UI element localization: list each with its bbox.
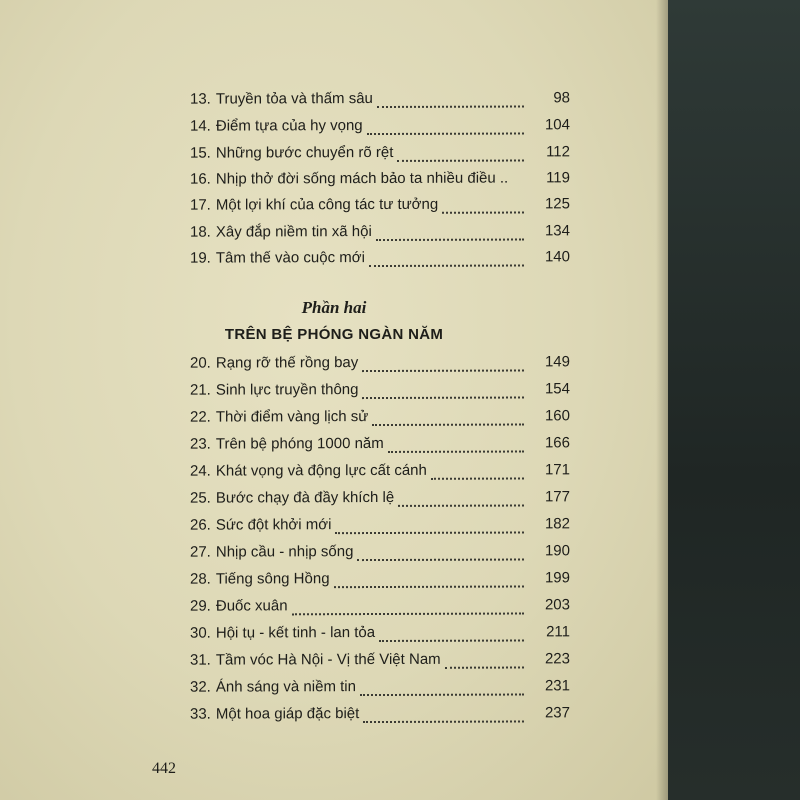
toc-entry-page: 182 <box>544 515 570 533</box>
toc-entry-number: 28. <box>190 570 211 588</box>
toc-entry-page: 166 <box>544 434 570 452</box>
dot-leader <box>376 237 524 241</box>
toc-entry-number: 25. <box>190 489 211 507</box>
toc-entry-number: 22. <box>190 408 211 426</box>
toc-entry-title: Tâm thế vào cuộc mới <box>215 249 365 267</box>
toc-entry-number: 13. <box>190 90 211 108</box>
toc-entry-page: 199 <box>544 569 570 587</box>
toc-entry-page: 140 <box>544 248 570 266</box>
page-number: 442 <box>152 760 176 777</box>
toc-entry-number: 30. <box>190 624 211 642</box>
dot-leader <box>377 104 524 108</box>
toc-entry-title: Rạng rỡ thế rồng bay <box>215 354 359 372</box>
dot-leader <box>445 665 524 668</box>
toc-entry-page: 112 <box>546 143 570 161</box>
toc-entry <box>190 353 570 380</box>
toc-entry-title: Một hoa giáp đặc biệt <box>215 705 360 723</box>
background-surface <box>668 0 800 800</box>
toc-entry-page: 203 <box>544 596 570 614</box>
toc-entry <box>190 195 570 222</box>
dot-leader <box>357 557 524 561</box>
toc-entry-page: 125 <box>544 195 570 213</box>
dot-leader <box>431 476 524 479</box>
dot-leader <box>398 503 524 506</box>
dot-leader <box>362 395 524 399</box>
toc-entry <box>190 542 570 569</box>
toc-entry-title: Sức đột khởi mới <box>215 516 332 534</box>
dot-leader <box>292 611 524 615</box>
toc-entry <box>190 248 570 275</box>
toc-entry-title: Bước chạy đà đầy khích lệ <box>215 488 395 507</box>
toc-entry-page: 119 <box>546 169 570 187</box>
toc-entry <box>190 222 570 249</box>
toc-entry-page: 177 <box>544 488 570 506</box>
toc-entry-title: Sinh lực truyền thông <box>215 381 359 399</box>
toc-entry-number: 23. <box>190 435 211 453</box>
toc-entry-title: Trên bệ phóng 1000 năm <box>215 434 384 453</box>
toc-entry-page: 104 <box>544 116 570 134</box>
toc-entry <box>190 569 570 596</box>
toc-entry-number: 24. <box>190 462 211 480</box>
toc-entry <box>190 677 570 704</box>
toc-entry-number: 21. <box>190 381 211 399</box>
toc-entry-title: Một lợi khí của công tác tư tưởng <box>215 195 439 214</box>
toc-entry-page: 149 <box>544 353 570 371</box>
toc-entry <box>190 704 570 731</box>
toc-entry <box>190 407 570 434</box>
toc-entry-page: 160 <box>544 407 570 425</box>
dot-leader <box>334 584 524 588</box>
dot-leader <box>362 368 524 372</box>
toc-entry-title: Tiếng sông Hồng <box>215 570 330 588</box>
toc-entry-title: Nhịp cầu - nhịp sống <box>215 543 354 561</box>
toc-entry-title: Những bước chuyển rõ rệt <box>215 143 394 162</box>
toc-entry-number: 15. <box>190 144 211 162</box>
toc-entry-number: 16. <box>190 170 211 188</box>
toc-entry-number: 20. <box>190 354 211 372</box>
toc-entry-title: Truyền tỏa và thấm sâu <box>215 90 373 108</box>
toc-entry-page: 154 <box>544 380 570 398</box>
toc-entry <box>190 434 570 461</box>
toc-entry-page: 237 <box>544 704 570 722</box>
toc-entry <box>190 596 570 623</box>
toc-entry-page: 171 <box>544 461 570 479</box>
toc-entry-number: 29. <box>190 597 211 615</box>
toc-entry-page: 134 <box>544 222 570 240</box>
toc-entry-title: Điểm tựa của hy vọng <box>215 117 363 135</box>
toc-entry-number: 17. <box>190 196 211 214</box>
toc-entry-page: 223 <box>544 650 570 668</box>
toc-entry-number: 33. <box>190 705 211 723</box>
toc-entry-title: Tầm vóc Hà Nội - Vị thế Việt Nam <box>215 650 441 669</box>
toc-entry <box>190 515 570 542</box>
toc-entry <box>190 116 570 143</box>
toc-entry-title: Nhịp thở đời sống mách bảo ta nhiều điều .. <box>215 169 509 188</box>
toc-entry-number: 19. <box>190 249 211 267</box>
toc-entry-title: Ánh sáng và niềm tin <box>215 678 356 696</box>
section-title: TRÊN BỆ PHÓNG NGÀN NĂM <box>224 326 444 343</box>
toc-entry <box>190 380 570 407</box>
toc-entry-number: 27. <box>190 543 211 561</box>
dot-leader <box>379 638 524 642</box>
toc-entry-number: 18. <box>190 223 211 241</box>
toc-entry-title: Đuốc xuân <box>215 597 288 615</box>
toc-entry-number: 31. <box>190 651 211 669</box>
toc-entry <box>190 650 570 677</box>
toc-entry <box>190 143 570 170</box>
dot-leader <box>397 158 524 161</box>
section-label: Phần hai <box>301 298 367 317</box>
dot-leader <box>369 263 524 267</box>
toc-entry <box>190 461 570 488</box>
toc-entry <box>190 89 570 116</box>
toc-entry-page: 231 <box>544 677 570 695</box>
toc-entry-number: 14. <box>190 117 211 135</box>
dot-leader <box>363 719 524 723</box>
toc-entry-title: Thời điểm vàng lịch sử <box>215 408 369 426</box>
dot-leader <box>442 210 524 213</box>
toc-entry-title: Xây đắp niềm tin xã hội <box>215 223 372 241</box>
toc-entry <box>190 169 570 196</box>
dot-leader <box>372 422 524 426</box>
dot-leader <box>360 692 524 696</box>
dot-leader <box>388 449 524 452</box>
toc-entry-page: 98 <box>553 89 570 107</box>
dot-leader <box>335 530 524 534</box>
toc-entry <box>190 488 570 515</box>
toc-entry-page: 211 <box>546 623 570 641</box>
toc-entry-number: 26. <box>190 516 211 534</box>
toc-entry-page: 190 <box>544 542 570 560</box>
toc-entry <box>190 623 570 650</box>
dot-leader <box>367 131 524 135</box>
toc-entry-title: Hội tụ - kết tinh - lan tỏa <box>215 624 376 642</box>
toc-entry-title: Khát vọng và động lực cất cánh <box>215 461 427 480</box>
toc-entry-number: 32. <box>190 678 211 696</box>
